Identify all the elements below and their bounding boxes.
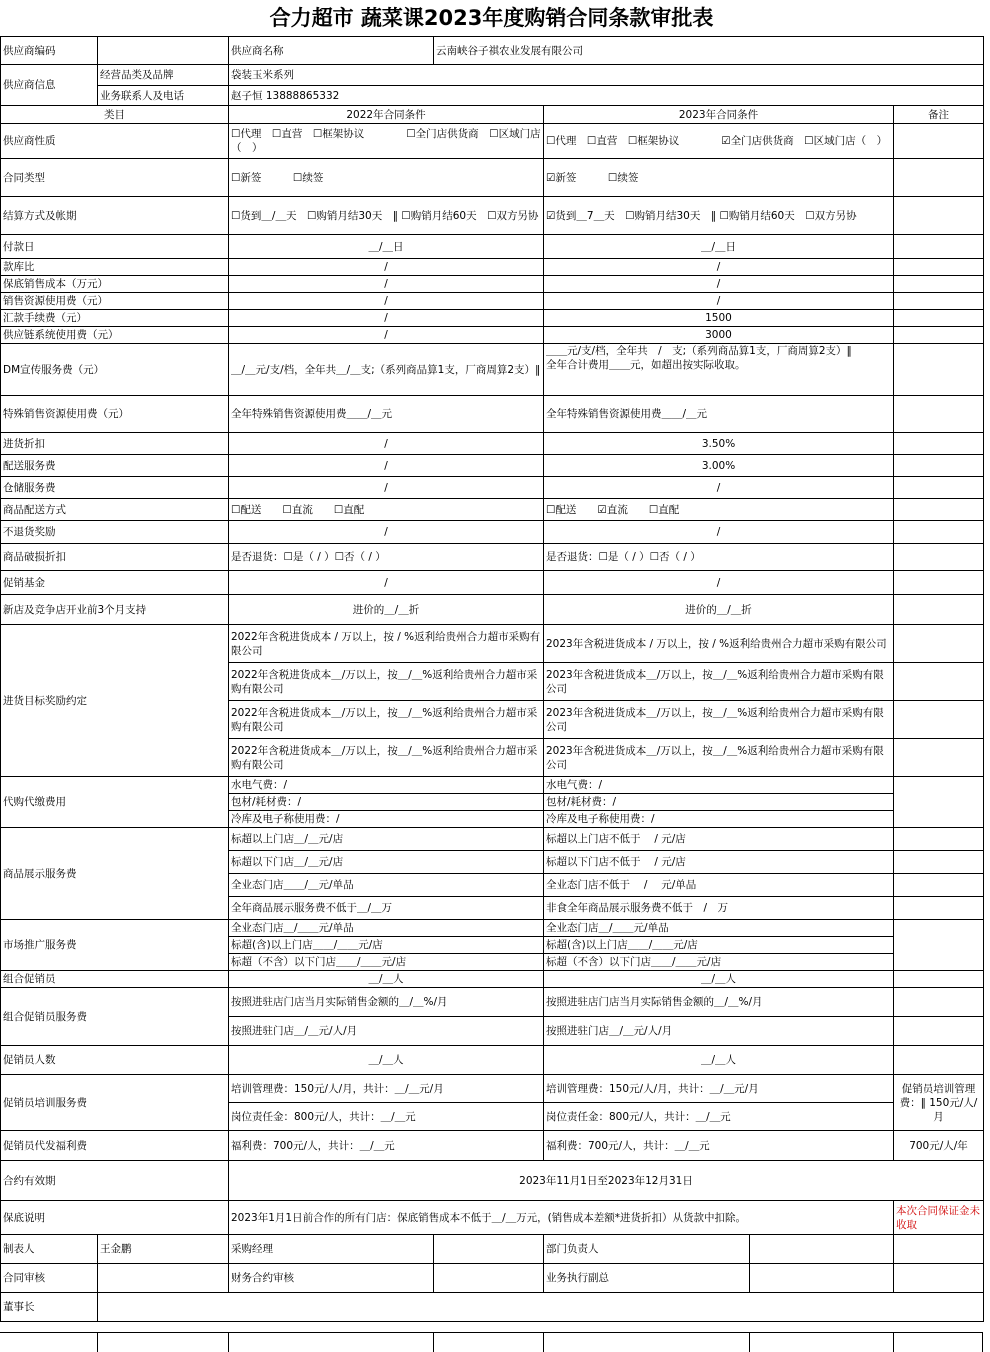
- grid-col-line-1: [97, 1333, 98, 1352]
- target-2022-tier4: 2022年含税进货成本＿/万以上，按＿/＿%返利给贵州合力超市采购有限公司: [229, 739, 544, 777]
- display-2022-annual: 全年商品展示服务费不低于＿/＿万: [229, 897, 544, 920]
- damage-remark: [894, 544, 984, 571]
- buyer-manager-sign[interactable]: [434, 1235, 544, 1264]
- finance-review-label: 财务合约审核: [229, 1264, 434, 1293]
- proxy-2022-packaging: 包材/耗材费：/: [229, 794, 544, 811]
- promoter-2022: ＿/＿人: [229, 971, 544, 988]
- target-2023-tier2: 2023年含税进货成本＿/万以上，按＿/＿%返利给贵州合力超市采购有限公司: [544, 663, 894, 701]
- remit-fee-label: 汇款手续费（元）: [1, 310, 229, 327]
- supplier-name-value: 云南峡谷子祺农业发展有限公司: [434, 37, 984, 65]
- training-2022-mgmt: 培训管理费：150元/人/月，共计：＿/＿元/月: [229, 1075, 544, 1103]
- promoter-count-2022: ＿/＿人: [229, 1046, 544, 1075]
- contact-value: 赵子恒 13888865332: [229, 86, 984, 106]
- welfare-label: 促销员代发福利费: [1, 1131, 229, 1161]
- promoter-service-label: 组合促销员服务费: [1, 988, 229, 1046]
- dm-fee-2022: ＿/＿元/支/档，全年共＿/＿支;（系列商品算1支，厂商周算2支）‖: [229, 344, 544, 396]
- no-return-remark: [894, 521, 984, 544]
- display-remark-1: [894, 828, 984, 851]
- target-2023-tier1: 2023年含税进货成本 / 万以上，按 / %返利给贵州合力超市采购有限公司: [544, 625, 894, 663]
- form-title: 合力超市 蔬菜课2023年度购销合同条款审批表: [269, 6, 714, 30]
- dept-head-sign[interactable]: [750, 1235, 894, 1264]
- vp-sign[interactable]: [750, 1264, 894, 1293]
- no-return-2023: /: [544, 521, 894, 544]
- display-remark-3: [894, 874, 984, 897]
- ratio-2023: /: [544, 259, 894, 276]
- proxy-remark: [894, 777, 984, 828]
- grid-col-line-2: [228, 1333, 229, 1352]
- dm-fee-remark: [894, 344, 984, 396]
- target-2023-tier3: 2023年含税进货成本＿/万以上，按＿/＿%返利给贵州合力超市采购有限公司: [544, 701, 894, 739]
- promoter-service-remark-1: [894, 988, 984, 1017]
- training-2023-mgmt: 培训管理费：150元/人/月，共计：＿/＿元/月: [544, 1075, 894, 1103]
- welfare-remark: 700元/人/年: [894, 1131, 984, 1161]
- target-remark-2: [894, 663, 984, 701]
- chairman-sign[interactable]: [98, 1293, 984, 1322]
- maker-value: 王金鹏: [98, 1235, 229, 1264]
- market-2022-all: 全业态门店＿/＿＿元/单品: [229, 920, 544, 937]
- contact-label: 业务联系人及电话: [98, 86, 229, 106]
- display-2022-all: 全业态门店＿＿/＿元/单品: [229, 874, 544, 897]
- bottom-grid-line: [0, 1332, 983, 1352]
- promoter-count-2023: ＿/＿人: [544, 1046, 894, 1075]
- payday-2022: ＿/＿日: [229, 235, 544, 259]
- display-2023-below: 标超以下门店不低于 / 元/店: [544, 851, 894, 874]
- display-fee-label: 商品展示服务费: [1, 828, 229, 920]
- new-store-2022: 进价的＿/＿折: [229, 595, 544, 625]
- proxy-2023-cold: 冷库及电子称使用费：/: [544, 811, 894, 828]
- display-2023-annual: 非食全年商品展示服务费不低于 / 万: [544, 897, 894, 920]
- welfare-2023: 福利费：700元/人，共计：＿/＿元: [544, 1131, 894, 1161]
- promoter-2023: ＿/＿人: [544, 971, 894, 988]
- grid-col-line-4: [543, 1333, 544, 1352]
- guarantee-note-remark: 本次合同保证金未收取: [894, 1201, 984, 1235]
- proxy-2023-utilities: 水电气费：/: [544, 777, 894, 794]
- guarantee-note-value: 2023年1月1日前合作的所有门店：保底销售成本不低于＿/＿万元，(销售成本差额*进货折扣）从货款中扣除。: [229, 1201, 894, 1235]
- damage-2023: 是否退货：☐是（ / ）☐否（ / ）: [544, 544, 894, 571]
- new-store-2023: 进价的＿/＿折: [544, 595, 894, 625]
- proxy-2022-cold: 冷库及电子称使用费：/: [229, 811, 544, 828]
- grid-col-line-3: [433, 1333, 434, 1352]
- proxy-fee-label: 代购代缴费用: [1, 777, 229, 828]
- payday-remark: [894, 235, 984, 259]
- remit-fee-2023: 1500: [544, 310, 894, 327]
- delivery-mode-2023: ☐配送 ☑直流 ☐直配: [544, 499, 894, 521]
- resource-fee-2022: /: [229, 293, 544, 310]
- delivery-mode-remark: [894, 499, 984, 521]
- contract-type-remark: [894, 159, 984, 197]
- delivery-fee-label: 配送服务费: [1, 455, 229, 477]
- market-2022-below: 标超（不含）以下门店＿＿/＿＿元/店: [229, 954, 544, 971]
- buyer-manager-label: 采购经理: [229, 1235, 434, 1264]
- damage-label: 商品破损折扣: [1, 544, 229, 571]
- dm-fee-label: DM宣传服务费（元）: [1, 344, 229, 396]
- header-2022: 2022年合同条件: [229, 106, 544, 124]
- maker-label: 制表人: [1, 1235, 98, 1264]
- guarantee-note-label: 保底说明: [1, 1201, 229, 1235]
- promo-fund-label: 促销基金: [1, 571, 229, 595]
- target-remark-4: [894, 739, 984, 777]
- target-2022-tier1: 2022年含税进货成本 / 万以上，按 / %返利给贵州合力超市采购有限公司: [229, 625, 544, 663]
- nature-label: 供应商性质: [1, 124, 229, 159]
- chain-fee-2022: /: [229, 327, 544, 344]
- target-remark-3: [894, 701, 984, 739]
- contract-type-2023: ☑新签 ☐续签: [544, 159, 894, 197]
- promo-fund-2023: /: [544, 571, 894, 595]
- nature-2022: ☐代理 ☐直营 ☐框架协议 ☐全门店供货商 ☐区域门店（ ）: [229, 124, 544, 159]
- review-sign[interactable]: [98, 1264, 229, 1293]
- finance-review-sign[interactable]: [434, 1264, 544, 1293]
- display-2022-below: 标超以下门店＿/＿元/店: [229, 851, 544, 874]
- target-2022-tier2: 2022年含税进货成本＿/万以上，按＿/＿%返利给贵州合力超市采购有限公司: [229, 663, 544, 701]
- grid-col-line-5: [749, 1333, 750, 1352]
- promo-fund-2022: /: [229, 571, 544, 595]
- promoter-label: 组合促销员: [1, 971, 229, 988]
- resource-fee-label: 销售资源使用费（元）: [1, 293, 229, 310]
- delivery-mode-label: 商品配送方式: [1, 499, 229, 521]
- market-remark: [894, 920, 984, 971]
- settlement-2022: ☐货到＿/＿天 ☐购销月结30天 ‖ ☐购销月结60天 ☐双方另协: [229, 197, 544, 235]
- validity-label: 合约有效期: [1, 1161, 229, 1201]
- delivery-fee-2022: /: [229, 455, 544, 477]
- market-fee-label: 市场推广服务费: [1, 920, 229, 971]
- special-fee-2022: 全年特殊销售资源使用费＿＿/＿元: [229, 396, 544, 433]
- discount-2023: 3.50%: [544, 433, 894, 455]
- training-fee-label: 促销员培训服务费: [1, 1075, 229, 1131]
- category-label: 经营品类及品牌: [98, 65, 229, 86]
- market-2023-above: 标超(含)以上门店＿＿/＿＿元/店: [544, 937, 894, 954]
- display-2023-above: 标超以上门店不低于 / 元/店: [544, 828, 894, 851]
- welfare-2022: 福利费：700元/人，共计：＿/＿元: [229, 1131, 544, 1161]
- storage-fee-label: 仓储服务费: [1, 477, 229, 499]
- display-remark-4: [894, 897, 984, 920]
- grid-col-line-7: [982, 1333, 983, 1352]
- guarantee-2022: /: [229, 276, 544, 293]
- category-value: 袋装玉米系列: [229, 65, 984, 86]
- remit-fee-remark: [894, 310, 984, 327]
- storage-fee-2022: /: [229, 477, 544, 499]
- market-2023-below: 标超（不含）以下门店＿＿/＿＿元/店: [544, 954, 894, 971]
- header-2023: 2023年合同条件: [544, 106, 894, 124]
- special-fee-2023: 全年特殊销售资源使用费＿＿/＿元: [544, 396, 894, 433]
- nature-remark: [894, 124, 984, 159]
- ratio-remark: [894, 259, 984, 276]
- supplier-info-label: 供应商信息: [1, 65, 98, 106]
- promoter-count-label: 促销员人数: [1, 1046, 229, 1075]
- new-store-remark: [894, 595, 984, 625]
- guarantee-2023: /: [544, 276, 894, 293]
- promoter-service-remark-2: [894, 1017, 984, 1046]
- promoter-service-2022-fixed: 按照进驻门店＿/＿元/人/月: [229, 1017, 544, 1046]
- supplier-code-value: [98, 37, 229, 65]
- dept-head-extra: [894, 1235, 984, 1264]
- settlement-2023: ☑货到＿7＿天 ☐购销月结30天 ‖ ☐购销月结60天 ☐双方另协: [544, 197, 894, 235]
- approval-table: [0, 36, 984, 1322]
- target-remark-1: [894, 625, 984, 663]
- market-2023-all: 全业态门店＿/＿＿元/单品: [544, 920, 894, 937]
- grid-col-line-6: [893, 1333, 894, 1352]
- dm-fee-2023-line2: 全年合计费用＿＿元，如超出按实际收取。: [546, 359, 746, 371]
- header-remark: 备注: [894, 106, 984, 124]
- ratio-label: 款库比: [1, 259, 229, 276]
- training-2023-deposit: 岗位责任金：800元/人，共计：＿/＿元: [544, 1103, 894, 1131]
- training-2022-deposit: 岗位责任金：800元/人，共计：＿/＿元: [229, 1103, 544, 1131]
- promo-fund-remark: [894, 571, 984, 595]
- dm-fee-2023-line1: ＿＿元/支/档，全年共 / 支;（系列商品算1支，厂商周算2支）‖: [546, 345, 852, 357]
- chain-fee-2023: 3000: [544, 327, 894, 344]
- new-store-label: 新店及竞争店开业前3个月支持: [1, 595, 229, 625]
- discount-2022: /: [229, 433, 544, 455]
- settlement-remark: [894, 197, 984, 235]
- storage-fee-2023: /: [544, 477, 894, 499]
- dept-head-label: 部门负责人: [544, 1235, 750, 1264]
- vp-extra: [894, 1264, 984, 1293]
- chain-fee-label: 供应链系统使用费（元）: [1, 327, 229, 344]
- delivery-fee-remark: [894, 455, 984, 477]
- discount-remark: [894, 433, 984, 455]
- promoter-service-2022-pct: 按照进驻店门店当月实际销售金额的＿/＿%/月: [229, 988, 544, 1017]
- vp-label: 业务执行副总: [544, 1264, 750, 1293]
- payday-label: 付款日: [1, 235, 229, 259]
- dm-fee-2023: [544, 344, 894, 396]
- training-remark: 促销员培训管理费：‖ 150元/人/月: [894, 1075, 984, 1131]
- payday-2023: ＿/＿日: [544, 235, 894, 259]
- ratio-2022: /: [229, 259, 544, 276]
- supplier-code-label: 供应商编码: [1, 37, 98, 65]
- supplier-name-label: 供应商名称: [229, 37, 434, 65]
- settlement-label: 结算方式及帐期: [1, 197, 229, 235]
- special-fee-remark: [894, 396, 984, 433]
- display-2023-all: 全业态门店不低于 / 元/单品: [544, 874, 894, 897]
- delivery-mode-2022: ☐配送 ☐直流 ☐直配: [229, 499, 544, 521]
- target-2022-tier3: 2022年含税进货成本＿/万以上，按＿/＿%返利给贵州合力超市采购有限公司: [229, 701, 544, 739]
- special-fee-label: 特殊销售资源使用费（元）: [1, 396, 229, 433]
- guarantee-remark: [894, 276, 984, 293]
- display-2022-above: 标超以上门店＿/＿元/店: [229, 828, 544, 851]
- guarantee-label: 保底销售成本（万元）: [1, 276, 229, 293]
- resource-fee-remark: [894, 293, 984, 310]
- no-return-label: 不退货奖励: [1, 521, 229, 544]
- nature-2023: ☐代理 ☐直营 ☐框架协议 ☑全门店供货商 ☐区域门店（ ）: [544, 124, 894, 159]
- contract-type-label: 合同类型: [1, 159, 229, 197]
- proxy-2023-packaging: 包材/耗材费：/: [544, 794, 894, 811]
- promoter-remark: [894, 971, 984, 988]
- promoter-count-remark: [894, 1046, 984, 1075]
- storage-fee-remark: [894, 477, 984, 499]
- display-remark-2: [894, 851, 984, 874]
- target-2023-tier4: 2023年含税进货成本＿/万以上，按＿/＿%返利给贵州合力超市采购有限公司: [544, 739, 894, 777]
- promoter-service-2023-pct: 按照进驻店门店当月实际销售金额的＿/＿%/月: [544, 988, 894, 1017]
- damage-2022: 是否退货：☐是（ / ）☐否（ / ）: [229, 544, 544, 571]
- target-reward-label: 进货目标奖励约定: [1, 625, 229, 777]
- chairman-label: 董事长: [1, 1293, 98, 1322]
- delivery-fee-2023: 3.00%: [544, 455, 894, 477]
- market-2022-above: 标超(含)以上门店＿＿/＿＿元/店: [229, 937, 544, 954]
- discount-label: 进货折扣: [1, 433, 229, 455]
- proxy-2022-utilities: 水电气费：/: [229, 777, 544, 794]
- resource-fee-2023: /: [544, 293, 894, 310]
- contract-type-2022: ☐新签 ☐续签: [229, 159, 544, 197]
- validity-value: 2023年11月1日至2023年12月31日: [229, 1161, 984, 1201]
- promoter-service-2023-fixed: 按照进驻门店＿/＿元/人/月: [544, 1017, 894, 1046]
- no-return-2022: /: [229, 521, 544, 544]
- header-item: 类目: [1, 106, 229, 124]
- chain-fee-remark: [894, 327, 984, 344]
- review-label: 合同审核: [1, 1264, 98, 1293]
- remit-fee-2022: /: [229, 310, 544, 327]
